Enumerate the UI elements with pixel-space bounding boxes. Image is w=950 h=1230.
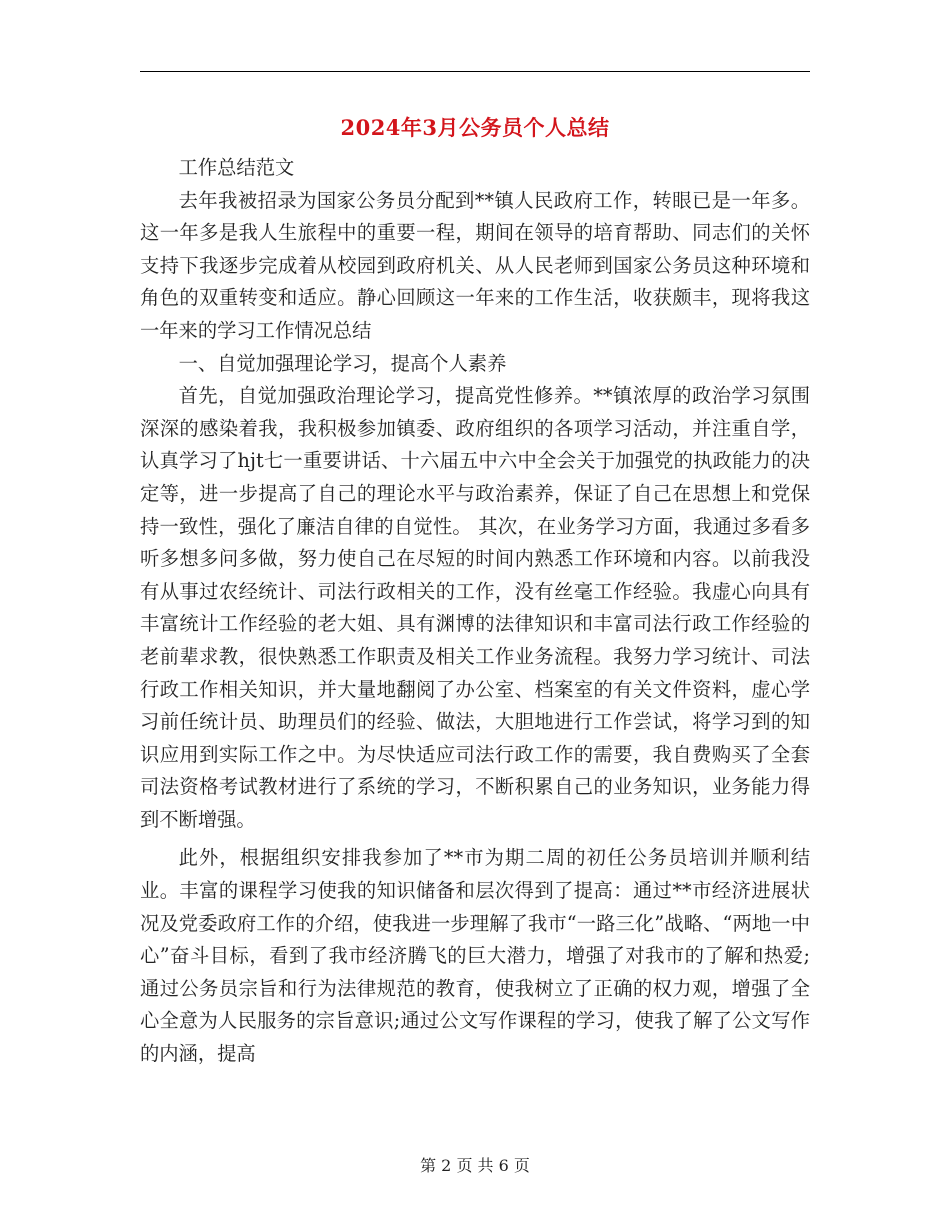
section-heading-1: 一、自觉加强理论学习，提高个人素养 <box>178 351 507 375</box>
paragraph-study: 首先，自觉加强政治理论学习，提高党性修养。**镇浓厚的政治学习氛围深深的感染着我，我积极参加镇委、政府组织的各项学习活动，并注重自学，认真学习了hjt七一重要讲话、十六届五中六中全会关于加强党的执政能力的决定等，进一步提高了自己的理论水平与政治素养，保证了自己在思想上和党保持一致性，强化了廉洁自律的自觉性。 其次，在业务学习方面，我通过多看多听多想多问多做，努力使自己在尽短的时间内熟悉工作环境和内容。以前我没有从事过农经统计、司法行政相关的工作，没有丝毫工作经验。我虚心向具有丰富统计工作经验的老大姐、具有渊博的法律知识和丰富司法行政工作经验的老前辈求教，很快熟悉工作职责及相关工作业务流程。我努力学习统计、司法行政工作相关知识，并大量地翻阅了办公室、档案室的有关文件资料，虚心学习前任统计员、助理员们的经验、做法，大胆地进行工作尝试，将学习到的知识应用到实际工作之中。为尽快适应司法行政工作的需要，我自费购买了全套司法资格考试教材进行了系统的学习，不断积累自己的业务知识，业务能力得到不断增强。 <box>140 384 810 831</box>
document-body <box>140 152 810 1071</box>
header-rule <box>140 71 810 72</box>
document-title: 2024年3月公务员个人总结 <box>340 115 610 140</box>
document-subtitle: 工作总结范文 <box>178 156 295 179</box>
paragraph-training: 此外，根据组织安排我参加了**市为期二周的初任公务员培训并顺利结业。丰富的课程学习使我的知识储备和层次得到了提高：通过**市经济进展状况及党委政府工作的介绍，使我进一步理解了我市“一路三化”战略、“两地一中心”奋斗目标，看到了我市经济腾飞的巨大潜力，增强了对我市的了解和热爱;通过公务员宗旨和行为法律规范的教育，使我树立了正确的权力观，增强了全心全意为人民服务的宗旨意识;通过公文写作课程的学习，使我了解了公文写作的内涵，提高 <box>140 846 810 1066</box>
page-footer: 第 2 页 共 6 页 <box>420 1156 530 1175</box>
paragraph-intro: 去年我被招录为国家公务员分配到**镇人民政府工作，转眼已是一年多。这一年多是我人生旅程中的重要一程，期间在领导的培育帮助、同志们的关怀支持下我逐步完成着从校园到政府机关、从人民老师到国家公务员这种环境和角色的双重转变和适应。静心回顾这一年来的工作生活，收获颇丰，现将我这一年来的学习工作情况总结 <box>140 188 810 342</box>
